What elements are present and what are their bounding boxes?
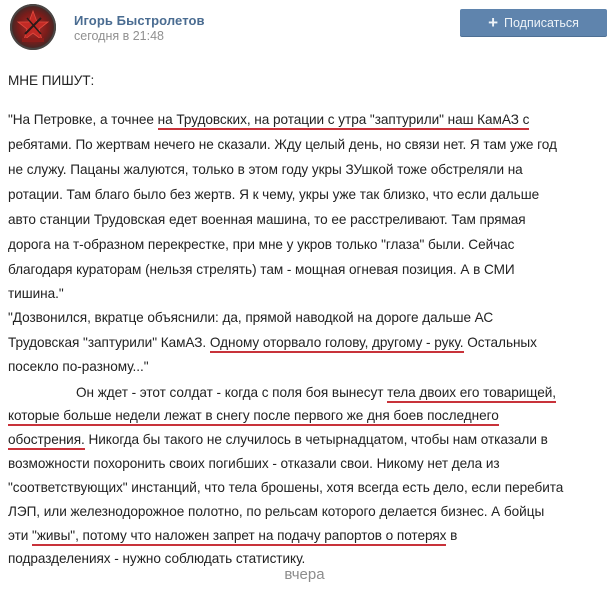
text-fragment: Остальных	[463, 335, 537, 350]
text-line: дорога на т-образном перекрестке, при мне у укров только "глаза" были. Сейчас	[8, 237, 515, 252]
text-line: посекло по-разному..."	[8, 359, 149, 374]
underlined-fragment: "живы", потому что наложен запрет на подачу рапортов о потерях	[32, 528, 446, 546]
underlined-fragment: которые больше недели лежат в снегу после первого же дня боев последнего	[8, 408, 499, 426]
text-line: авто станции Трудовская едет военная машина, то ее расстреливают. Там прямая	[8, 212, 526, 227]
text-line: "Дозвонился, вкратце объяснили: да, прямой наводкой на дороге дальше АС	[8, 310, 494, 325]
text-line: тишина."	[8, 286, 64, 301]
text-line: ЛЭП, или железнодорожное полотно, по рельсам которого делается бизнес. А бойцы	[8, 504, 545, 519]
text-line	[76, 385, 556, 400]
text-fragment: Никогда бы такого не случилось в четырнадцатом, чтобы нам отказали в	[84, 432, 548, 447]
author-name[interactable]: Игорь Быстролетов	[74, 13, 205, 28]
date-separator: вчера	[284, 566, 325, 583]
underlined-fragment: тела двоих его товарищей,	[387, 385, 556, 403]
red-star-badge-icon	[10, 4, 56, 50]
underlined-fragment: обострения.	[8, 432, 85, 450]
text-line: благодаря кураторам (нельзя стрелять) там - мощная огневая позиция. А в СМИ	[8, 262, 515, 277]
text-fragment: Он ждет - этот солдат - когда с поля боя вынесут	[76, 385, 388, 400]
underlined-fragment: на Трудовских, на ротации с утра "заптурили" наш КамАЗ с	[158, 112, 530, 130]
avatar[interactable]	[10, 4, 56, 50]
subscribe-label: Подписаться	[504, 15, 579, 30]
text-line	[8, 528, 457, 543]
text-line: ротации. Там благо было без жертв. Я к чему, укры уже так близко, что если дальше	[8, 187, 540, 202]
post-heading: МНЕ ПИШУТ:	[8, 73, 95, 88]
text-fragment: в	[446, 528, 458, 543]
text-line	[8, 335, 537, 350]
text-line	[8, 112, 529, 127]
underlined-fragment: Одному оторвало голову, другому - руку.	[210, 335, 464, 353]
text-line	[8, 408, 499, 423]
text-line: ребятами. По жертвам нечего не сказали. Жду целый день, но связи нет. Я там уже год	[8, 137, 557, 152]
post-timestamp[interactable]: сегодня в 21:48	[74, 29, 164, 43]
text-line: возможности похоронить своих погибших - отказали свои. Никому нет дела из	[8, 456, 500, 471]
text-line: подразделениях - нужно соблюдать статистику.	[8, 551, 306, 566]
text-line: "соответствующих" инстанций, что тела брошены, хотя всегда есть дело, если перебита	[8, 480, 564, 495]
post-header	[0, 0, 609, 60]
text-line: не служу. Пацаны жалуются, только в этом году укры ЗУшкой тоже обстреляли на	[8, 162, 523, 177]
subscribe-button[interactable]	[460, 9, 607, 36]
plus-icon: +	[488, 12, 499, 32]
text-fragment: эти	[8, 528, 33, 543]
text-fragment: "На Петровке, а точнее	[8, 112, 158, 127]
text-line	[8, 432, 548, 447]
text-fragment: Трудовская "заптурили" КамАЗ.	[8, 335, 210, 350]
